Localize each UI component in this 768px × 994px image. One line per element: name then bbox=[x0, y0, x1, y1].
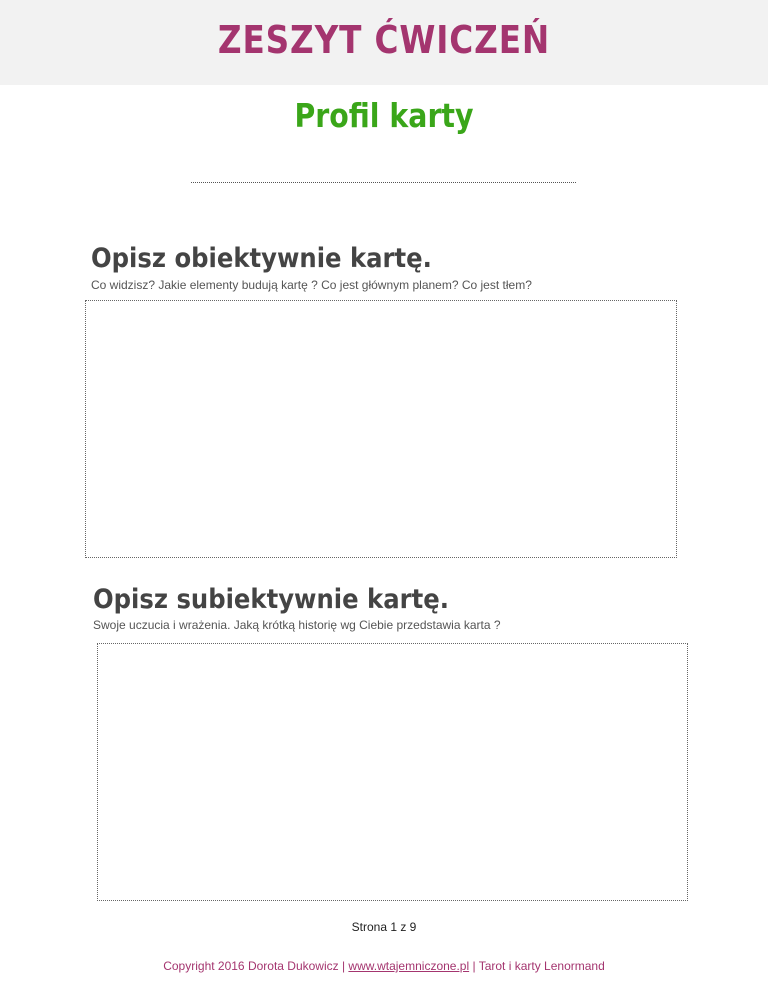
page-subtitle: Profil karty bbox=[294, 96, 474, 135]
footer bbox=[0, 959, 768, 973]
header-band bbox=[0, 0, 768, 85]
answer-box-subjective[interactable] bbox=[97, 643, 688, 901]
section-heading-objective: Opisz obiektywnie kartę. bbox=[91, 243, 432, 274]
section-prompt-subjective: Swoje uczucia i wrażenia. Jaką krótką historię wg Ciebie przedstawia karta ? bbox=[93, 618, 501, 632]
footer-tail: | Tarot i karty Lenormand bbox=[469, 959, 605, 973]
footer-copyright: Copyright 2016 Dorota Dukowicz | bbox=[163, 959, 349, 973]
footer-website-link[interactable]: www.wtajemniczone.pl bbox=[348, 959, 470, 973]
page-number: Strona 1 z 9 bbox=[351, 920, 417, 934]
section-prompt-objective: Co widzisz? Jakie elementy budują kartę ? Co jest głównym planem? Co jest tłem? bbox=[91, 278, 532, 292]
section-heading-subjective: Opisz subiektywnie kartę. bbox=[93, 584, 449, 615]
answer-box-objective[interactable] bbox=[85, 300, 677, 558]
dotted-divider bbox=[191, 182, 576, 183]
workbook-title: ZESZYT ĆWICZEŃ bbox=[217, 18, 551, 62]
